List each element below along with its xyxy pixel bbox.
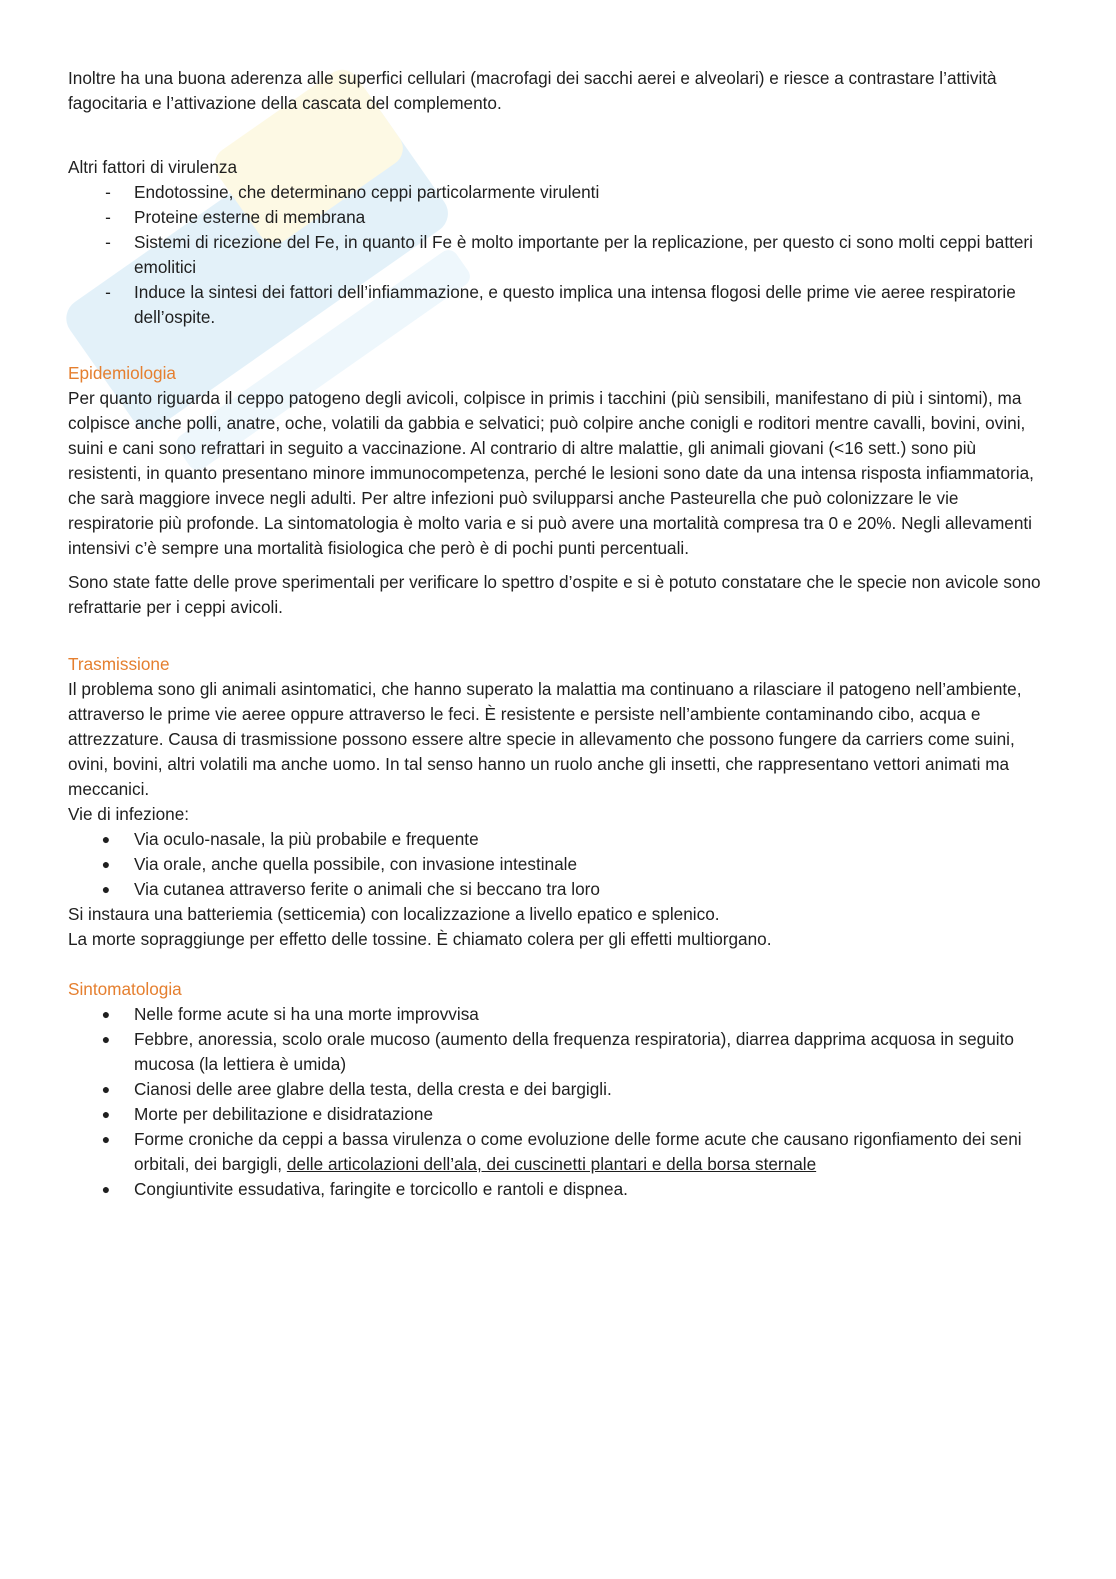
bullet-marker: ●: [101, 1006, 111, 1022]
transmission-bacteremia-text: Si instaura una batteriemia (setticemia) con localizzazione a livello epatico e splenico.: [68, 904, 720, 924]
bullet-marker: ●: [101, 1081, 111, 1097]
section-heading-symptoms: Sintomatologia: [68, 979, 182, 999]
dash-marker: -: [105, 232, 111, 252]
infection-routes-list: [68, 827, 1044, 902]
list-item: - Endotossine, che determinano ceppi particolarmente virulenti: [68, 180, 1044, 205]
list-item: ● Via oculo-nasale, la più probabile e frequente: [68, 827, 1044, 852]
list-item: [68, 1127, 1044, 1177]
epidemiology-paragraph-2: Sono state fatte delle prove sperimentali per verificare lo spettro d’ospite e si è potuto constatare che le specie non avicole sono refrattarie per i ceppi avicoli.: [68, 572, 1041, 617]
section-heading-epidemiology: Epidemiologia: [68, 363, 176, 383]
list-item: - Proteine esterne di membrana: [68, 205, 1044, 230]
infection-routes-title: Vie di infezione:: [68, 804, 190, 824]
list-item: ● Via orale, anche quella possibile, con invasione intestinale: [68, 852, 1044, 877]
symptoms-list: [68, 1002, 1044, 1202]
bullet-marker: ●: [101, 1131, 111, 1147]
underlined-text: delle articolazioni dell’ala, dei cuscinetti plantari e della borsa sternale: [286, 1154, 817, 1174]
virulence-title: Altri fattori di virulenza: [68, 157, 238, 177]
bullet-marker: ●: [101, 1181, 111, 1197]
intro-paragraph: Inoltre ha una buona aderenza alle superfici cellulari (macrofagi dei sacchi aerei e alveolari) e riesce a contrastare l’attività fagocitaria e l’attivazione della cascata del complemento.: [68, 68, 997, 113]
epidemiology-paragraph: Per quanto riguarda il ceppo patogeno degli avicoli, colpisce in primis i tacchini (più sensibili, manifestano di più i sintomi), ma colpisce anche polli, anatre, oche, volatili da gabbia e selvatici; può colpire anche conigli e roditori mentre cavalli, bovini, ovini, suini e cani sono refrattari in seguito a vaccinazione. Al contrario di altre malattie, gli animali giovani (<16 sett.) sono più resistenti, in quanto presentano minore immunocompetenza, perché le lesioni sono date da una intensa risposta infiammatoria, che sarà maggiore invece negli adulti. Per altre infezioni può svilupparsi anche Pasteurella che può colonizzare le vie respiratorie più profonde. La sintomatologia è molto varia e si può avere una mortalità compresa tra 0 e 20%. Negli allevamenti intensivi c’è sempre una mortalità fisiologica che però è di pochi punti percentuali.: [68, 388, 1034, 558]
list-item: ● Cianosi delle aree glabre della testa, della cresta e dei bargigli.: [68, 1077, 1044, 1102]
list-item: - Sistemi di ricezione del Fe, in quanto il Fe è molto importante per la replicazione, per questo ci sono molti ceppi batteri emolitici: [68, 230, 1044, 280]
bullet-marker: ●: [101, 1031, 111, 1047]
transmission-death-text: La morte sopraggiunge per effetto delle tossine. È chiamato colera per gli effetti multiorgano.: [68, 929, 772, 949]
bullet-marker: ●: [101, 856, 111, 872]
bullet-marker: ●: [101, 881, 111, 897]
virulence-list: [68, 180, 1044, 330]
list-item: ● Congiuntivite essudativa, faringite e torcicollo e rantoli e dispnea.: [68, 1177, 1044, 1202]
section-heading-transmission: Trasmissione: [68, 654, 170, 674]
dash-marker: -: [105, 182, 111, 202]
list-item: ● Via cutanea attraverso ferite o animali che si beccano tra loro: [68, 877, 1044, 902]
list-item: ● Morte per debilitazione e disidratazione: [68, 1102, 1044, 1127]
chronic-forms-text: Forme croniche da ceppi a bassa virulenza o come evoluzione delle forme acute che causano rigonfiamento dei seni orbitali, dei bargigli,: [134, 1129, 1022, 1174]
list-item: ● Febbre, anoressia, scolo orale mucoso (aumento della frequenza respiratoria), diarrea dapprima acquosa in seguito mucosa (la lettiera è umida): [68, 1027, 1044, 1077]
transmission-paragraph: Il problema sono gli animali asintomatici, che hanno superato la malattia ma continuano a rilasciare il patogeno nell’ambiente, attraverso le prime vie aeree oppure attraverso le feci. È resistente e persiste nell’ambiente contaminando cibo, acqua e attrezzature. Causa di trasmissione possono essere altre specie in allevamento che possono fungere da carriers come suini, ovini, bovini, altri volatili ma anche uomo. In tal senso hanno un ruolo anche gli insetti, che rappresentano vettori animati ma meccanici.: [68, 679, 1022, 799]
list-item: ● Nelle forme acute si ha una morte improvvisa: [68, 1002, 1044, 1027]
dash-marker: -: [105, 282, 111, 302]
list-item: - Induce la sintesi dei fattori dell’infiammazione, e questo implica una intensa flogosi delle prime vie aeree respiratorie dell’ospite.: [68, 280, 1044, 330]
bullet-marker: ●: [101, 831, 111, 847]
dash-marker: -: [105, 207, 111, 227]
document-content: [68, 66, 1044, 1202]
bullet-marker: ●: [101, 1106, 111, 1122]
